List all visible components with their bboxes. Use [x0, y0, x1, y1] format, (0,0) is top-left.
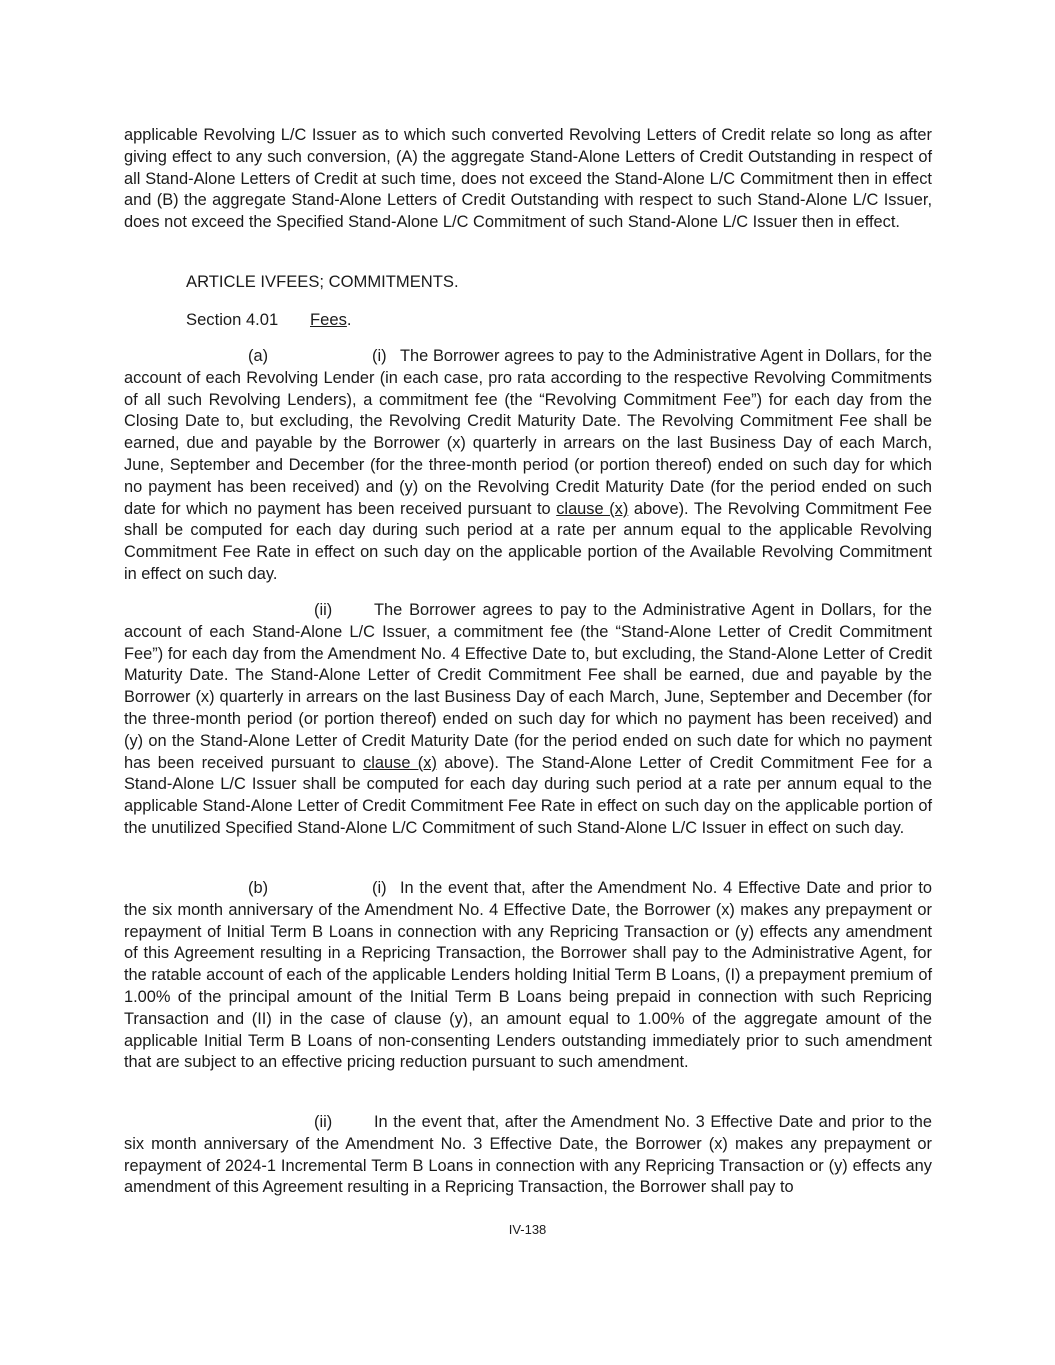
paragraph-b-ii-marker: (ii)	[314, 1113, 333, 1131]
paragraph-a-text-2: above). The Revolving Commitment Fee shall be computed for each day during such period at a rate per annum equal to the applicable Revolving Commitment Fee Rate in effect on such day on the applicable portion of the Available Revolving Commitment in effect on such day.	[124, 499, 933, 583]
paragraph-a-ii	[124, 600, 932, 840]
paragraph-b-ii	[124, 1112, 932, 1199]
section-number: Section 4.01	[186, 310, 279, 329]
paragraph-a-marker: (a)	[248, 347, 269, 365]
article-heading: ARTICLE IVFEES; COMMITMENTS.	[186, 272, 459, 291]
paragraph-a-sub-marker: (i)	[372, 347, 387, 365]
section-title-period: .	[346, 310, 352, 329]
intro-paragraph: applicable Revolving L/C Issuer as to which such converted Revolving Letters of Credit relate so long as after giving effect to any such conversion, (A) the aggregate Stand-Alone Letters of Credit Outstanding in respect of all Stand-Alone Letters of Credit at such time, does not exceed the Stand-Alone L/C Commitment then in effect and (B) the aggregate Stand-Alone Letters of Credit Outstanding with respect to such Stand-Alone L/C Issuer, does not exceed the Specified Stand-Alone L/C Commitment of such Stand-Alone L/C Issuer then in effect.	[124, 126, 932, 232]
clause-x-reference: clause (x)	[363, 753, 437, 772]
paragraph-a-ii-text-1: The Borrower agrees to pay to the Administrative Agent in Dollars, for the account of each Stand-Alone L/C Issuer, a commitment fee (the “Stand-Alone Letter of Credit Commitment Fee”) for each day from the Amendment No. 4 Effective Date to, but excluding, the Stand-Alone Letter of Credit Maturity Date. The Stand-Alone Letter of Credit Commitment Fee shall be earned, due and payable by the Borrower (x) quarterly in arrears on the last Business Day of each March, June, September and December (for the three-month period (or portion thereof) ended on such day for which no payment has been received) and (y) on the Stand-Alone Letter of Credit Maturity Date (for the period ended on such date for which no payment has been received pursuant to	[124, 601, 932, 772]
paragraph-b-sub-marker: (i)	[372, 879, 387, 897]
paragraph-a-i	[124, 346, 932, 586]
paragraph-b-text: In the event that, after the Amendment No. 4 Effective Date and prior to the six month anniversary of the Amendment No. 4 Effective Date, the Borrower (x) makes any prepayment or repayment of Initial Term B Loans in connection with any Repricing Transaction or (y) effects any amendment of this Agreement resulting in a Repricing Transaction, the Borrower shall pay to the Administrative Agent, for the ratable account of each of the applicable Lenders holding Initial Term B Loans, (I) a prepayment premium of 1.00% of the principal amount of the Initial Term B Loans being prepaid in connection with such Repricing Transaction and (II) in the case of clause (y), an amount equal to 1.00% of the aggregate amount of the applicable Initial Term B Loans of non-consenting Lenders outstanding immediately prior to such amendment that are subject to an effective pricing reduction pursuant to such amendment.	[124, 879, 932, 1072]
clause-x-reference: clause (x)	[556, 499, 629, 518]
paragraph-a-ii-text-2: above). The Stand-Alone Letter of Credit Commitment Fee for a Stand-Alone L/C Issuer shall be computed for each day during such period at a rate per annum equal to the applicable Stand-Alone Letter of Credit Commitment Fee Rate in effect on such day on the applicable portion of the unutilized Specified Stand-Alone L/C Commitment of such Stand-Alone L/C Issuer in effect on such day.	[124, 753, 932, 837]
page-number: IV-138	[508, 1222, 547, 1237]
section-heading	[186, 309, 352, 331]
paragraph-b-i	[124, 878, 932, 1074]
paragraph-b-marker: (b)	[248, 879, 269, 897]
paragraph-a-text-1: The Borrower agrees to pay to the Administrative Agent in Dollars, for the account of each Revolving Lender (in each case, pro rata according to the respective Revolving Commitments of all such Revolving Lenders), a commitment fee (the “Revolving Commitment Fee”) for each day from the Closing Date to, but excluding, the Revolving Credit Maturity Date. The Revolving Commitment Fee shall be earned, due and payable by the Borrower (x) quarterly in arrears on the last Business Day of each March, June, September and December (for the three-month period (or portion thereof) ended on such day for which no payment has been received) and (y) on the Revolving Credit Maturity Date (for the period ended on such date for which no payment has been received pursuant to	[124, 347, 932, 518]
section-title: Fees	[310, 310, 347, 329]
paragraph-a-ii-marker: (ii)	[314, 601, 333, 619]
paragraph-b-ii-text: In the event that, after the Amendment No. 3 Effective Date and prior to the six month anniversary of the Amendment No. 3 Effective Date, the Borrower (x) makes any prepayment or repayment of 2024-1 Incremental Term B Loans in connection with any Repricing Transaction or (y) effects any amendment of this Agreement resulting in a Repricing Transaction, the Borrower shall pay to	[124, 1113, 932, 1197]
